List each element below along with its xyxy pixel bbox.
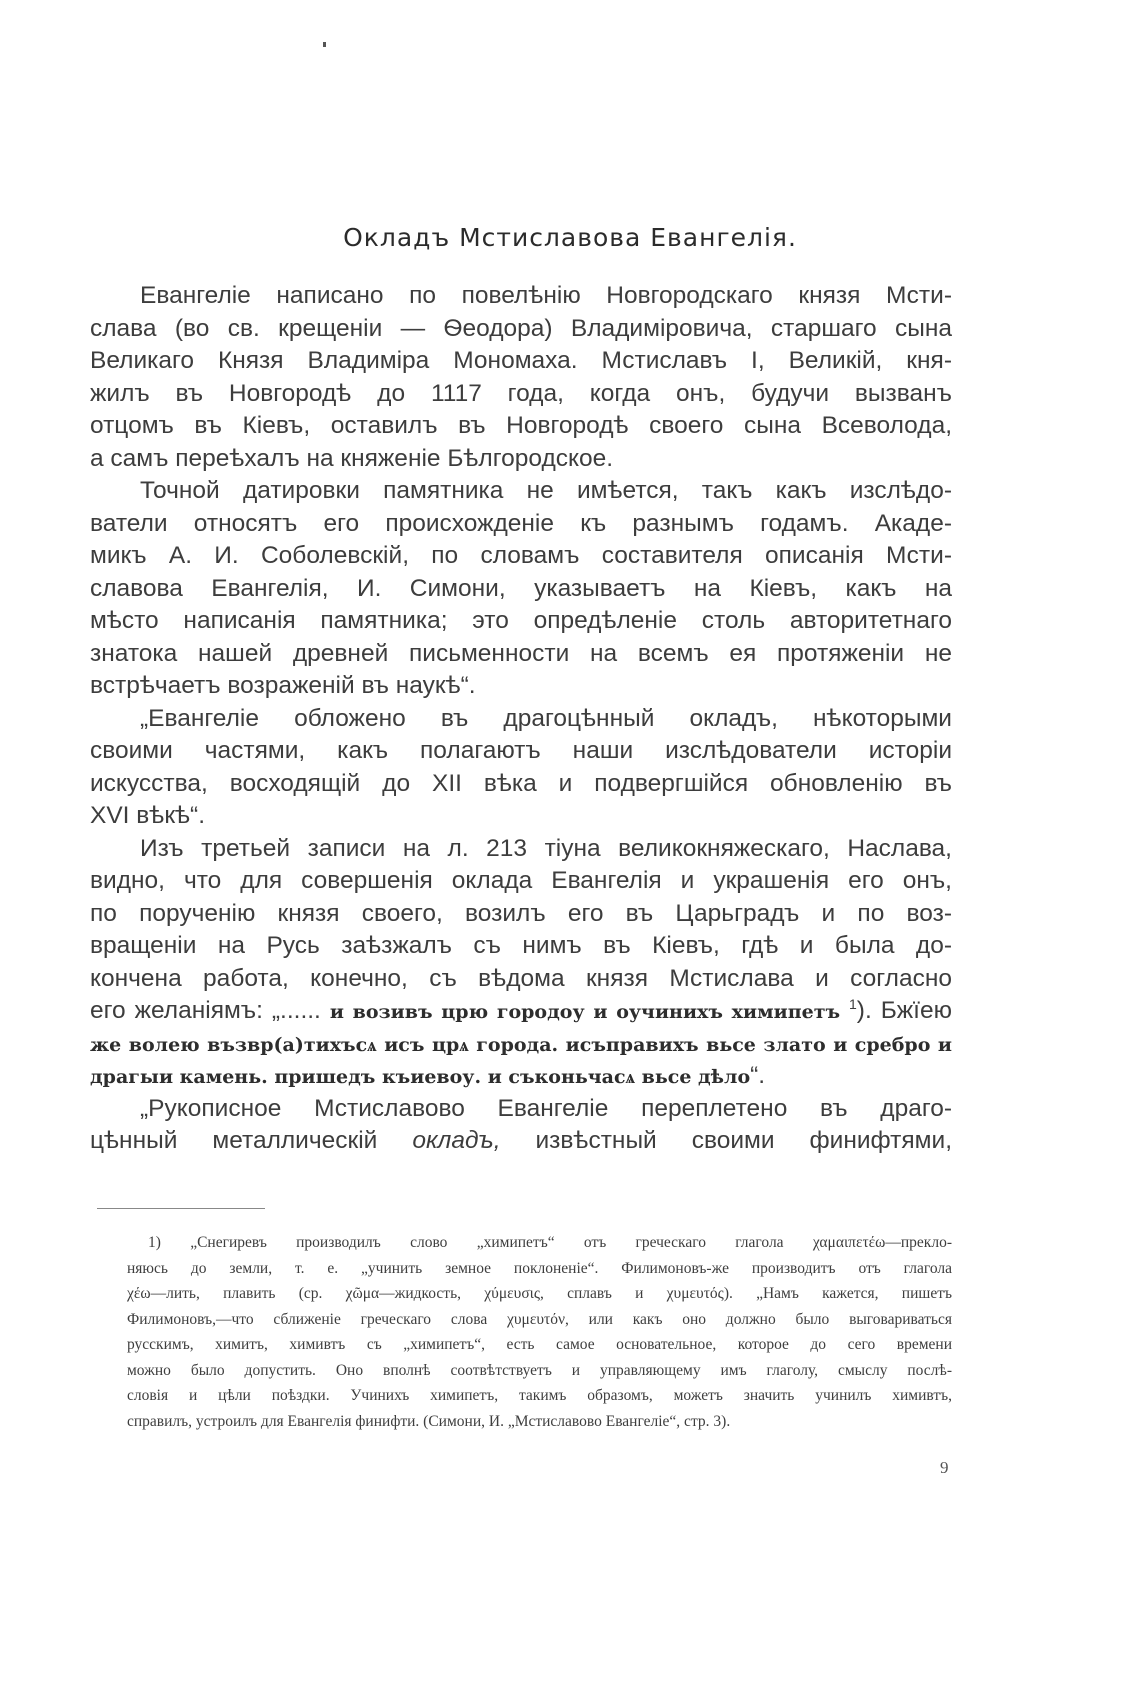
text-line: встрѣчаетъ возраженій въ наукѣ“. [90,672,476,699]
text-part: извѣстный своими финифтями, [500,1127,952,1154]
quote-intro: его желаніямъ: „...... [90,997,330,1024]
text-line: видно, что для совершенія оклада Евангелія и украшенія его онъ, [90,867,952,894]
text-line-with-quote [90,995,952,1028]
footnote-ref: 1 [849,995,857,1012]
text-line: жилъ въ Новгородѣ до 1117 года, когда онъ, будучи вызванъ [90,379,952,407]
footnote-line: русскимъ, химитъ, химивтъ съ „химипетъ“, есть самое основательное, которое до сего времени [127,1336,952,1353]
footnote-marker: 1) [148,1234,161,1251]
text-line: искусства, восходящій до XII вѣка и подвергшійся обновленію въ [90,769,952,797]
footnote-divider [97,1208,265,1209]
text-line: отцомъ въ Кіевъ, оставилъ въ Новгородѣ своего сына Всеволода, [90,412,952,439]
footnote-line: справилъ, устроилъ для Евангелія финифти. (Симони, И. „Мстиславово Евангеліе“, стр. 3). [127,1412,731,1430]
text-line: кончена работа, конечно, съ вѣдома князя Мстислава и согласно [90,964,952,992]
text-line: Точной датировки памятника не имѣется, такъ какъ изслѣдо- [140,477,952,504]
italic-term: окладъ, [412,1127,501,1154]
footnote-line: Филимоновъ,—что сближеніе греческаго слова χυμευτόν, или какъ оно должно было выговариваться [127,1310,952,1328]
quote-close: “. [750,1062,766,1089]
quote-continuation: ). Бжїею [856,997,952,1024]
ink-speck [323,42,326,47]
text-line: XVI вѣкѣ“. [90,802,206,829]
text-line: Изъ третьей записи на л. 213 тіуна великокняжескаго, Наслава, [140,834,952,862]
text-line: слава (во св. крещеніи — Ѳеодора) Владиміровича, старшаго сына [90,314,952,342]
footnote-line: χέω—лить, плавить (ср. χῶμα—жидкость, χύμευσις, сплавъ и χυμευτός). „Намъ кажется, пишетъ [127,1285,952,1302]
footnote-line: 1) „Снегиревъ производилъ слово „химипетъ“ отъ греческаго глагола χαμαιπετέω—прекло- [148,1234,952,1251]
text-line: „Евангеліе обложено въ драгоцѣнный окладъ, нѣкоторыми [140,704,952,732]
page-title: Окладъ Мстиславова Евангелія. [343,223,797,252]
text-line: „Рукописное Мстиславово Евангеліе переплетено въ драго- [140,1094,952,1122]
text-line: своими частями, какъ полагаютъ наши изслѣдователи исторіи [90,737,952,764]
slavonic-quote: же волею възвр(а)тихъсѧ исъ црѧ города. исъправихъ вьсе злато и сребро и [90,1033,952,1056]
footnote [127,1230,952,1434]
slavonic-quote: и возивъ црю городоу и оучинихъ химипетъ [329,1001,841,1023]
text-line: мѣсто написанія памятника; это опредѣленіе столь авторитетнаго [90,607,952,634]
slavonic-line [90,1060,952,1093]
slavonic-quote: драгыи камень. пришедъ къиевоу. и съконьчасѧ вьсе дѣло [90,1066,751,1088]
text-line: по порученію князя своего, возилъ его въ Царьградъ и по воз- [90,899,952,927]
footnote-line: можно было допустить. Оно вполнѣ соотвѣтствуетъ и управляющему имъ глаголу, смыслу послѣ- [127,1361,952,1379]
slavonic-line [90,1028,952,1061]
main-text [90,280,952,1158]
footnote-line: няюсь до земли, т. е. „учинить земное поклоненіе“. Филимоновъ-же производитъ отъ глагола [127,1259,952,1277]
text-line: знатока нашей древней письменности на всемъ ея протяженіи не [90,639,952,667]
text-line: славова Евангелія, И. Симони, указываетъ на Кіевъ, какъ на [90,574,952,602]
text-line: ватели относятъ его происхожденіе къ разнымъ годамъ. Акаде- [90,509,952,537]
text-line: Евангеліе написано по повелѣнію Новгородскаго князя Мсти- [140,282,952,309]
text-line: вращеніи на Русь заѣзжалъ съ нимъ въ Кіевъ, гдѣ и была до- [90,932,952,959]
text-line: микъ А. И. Соболевскій, по словамъ составителя описанія Мсти- [90,542,952,569]
text-line: а самъ переѣхалъ на княженіе Бѣлгородское. [90,444,614,472]
page-number: 9 [940,1458,949,1477]
footnote-line: словія и цѣли поѣздки. Учинихъ химипетъ, такимъ образомъ, можетъ значить учинилъ химивтъ, [127,1387,952,1404]
text-part: цѣнный металлическій [90,1127,413,1154]
text-line [90,1125,952,1158]
text-line: Великаго Князя Владиміра Мономаха. Мстиславъ I, Великій, кня- [90,347,952,374]
